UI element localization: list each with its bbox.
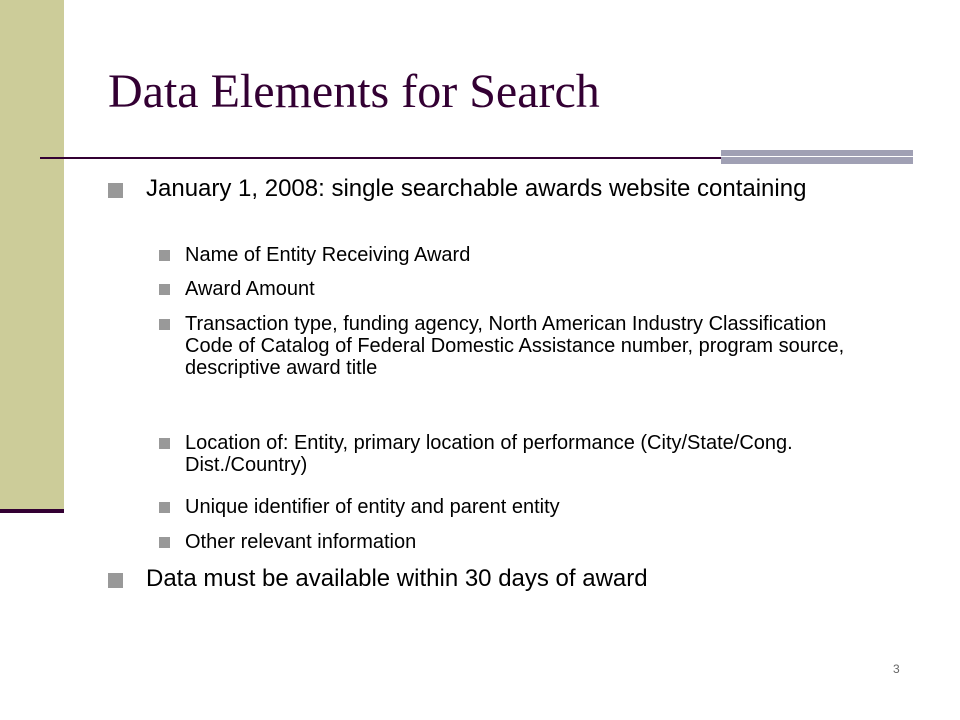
square-bullet-icon [159,250,170,261]
bullet-text: Other relevant information [185,531,417,553]
bullet-text: Transaction type, funding agency, North American Industry Classification Code of Catalog of Federal Domestic Assistance number, program source, descriptive award title [185,313,845,379]
bullet-item-level2 [185,244,875,266]
square-bullet-icon [159,319,170,330]
bullet-item-level2 [185,496,875,518]
slide-title: Data Elements for Search [108,65,600,118]
square-bullet-icon [159,502,170,513]
page-number: 3 [893,662,900,676]
bullet-text: Name of Entity Receiving Award [185,244,471,266]
square-bullet-icon [159,284,170,295]
square-bullet-icon [108,183,123,198]
bullet-text: January 1, 2008: single searchable awards website containing [146,175,807,202]
bullet-text: Location of: Entity, primary location of performance (City/State/Cong. Dist./Country) [185,432,793,476]
bullet-item-level2 [185,313,875,379]
bullet-item-level2 [185,432,875,476]
bullet-item-level1 [146,566,886,592]
square-bullet-icon [159,438,170,449]
square-bullet-icon [159,537,170,548]
bullet-item-level2 [185,278,875,300]
bullet-item-level2 [185,531,875,553]
bullet-text: Award Amount [185,278,315,300]
bullet-text: Data must be available within 30 days of award [146,565,648,592]
bullet-text: Unique identifier of entity and parent entity [185,496,560,518]
square-bullet-icon [108,573,123,588]
bullet-item-level1 [146,176,886,202]
